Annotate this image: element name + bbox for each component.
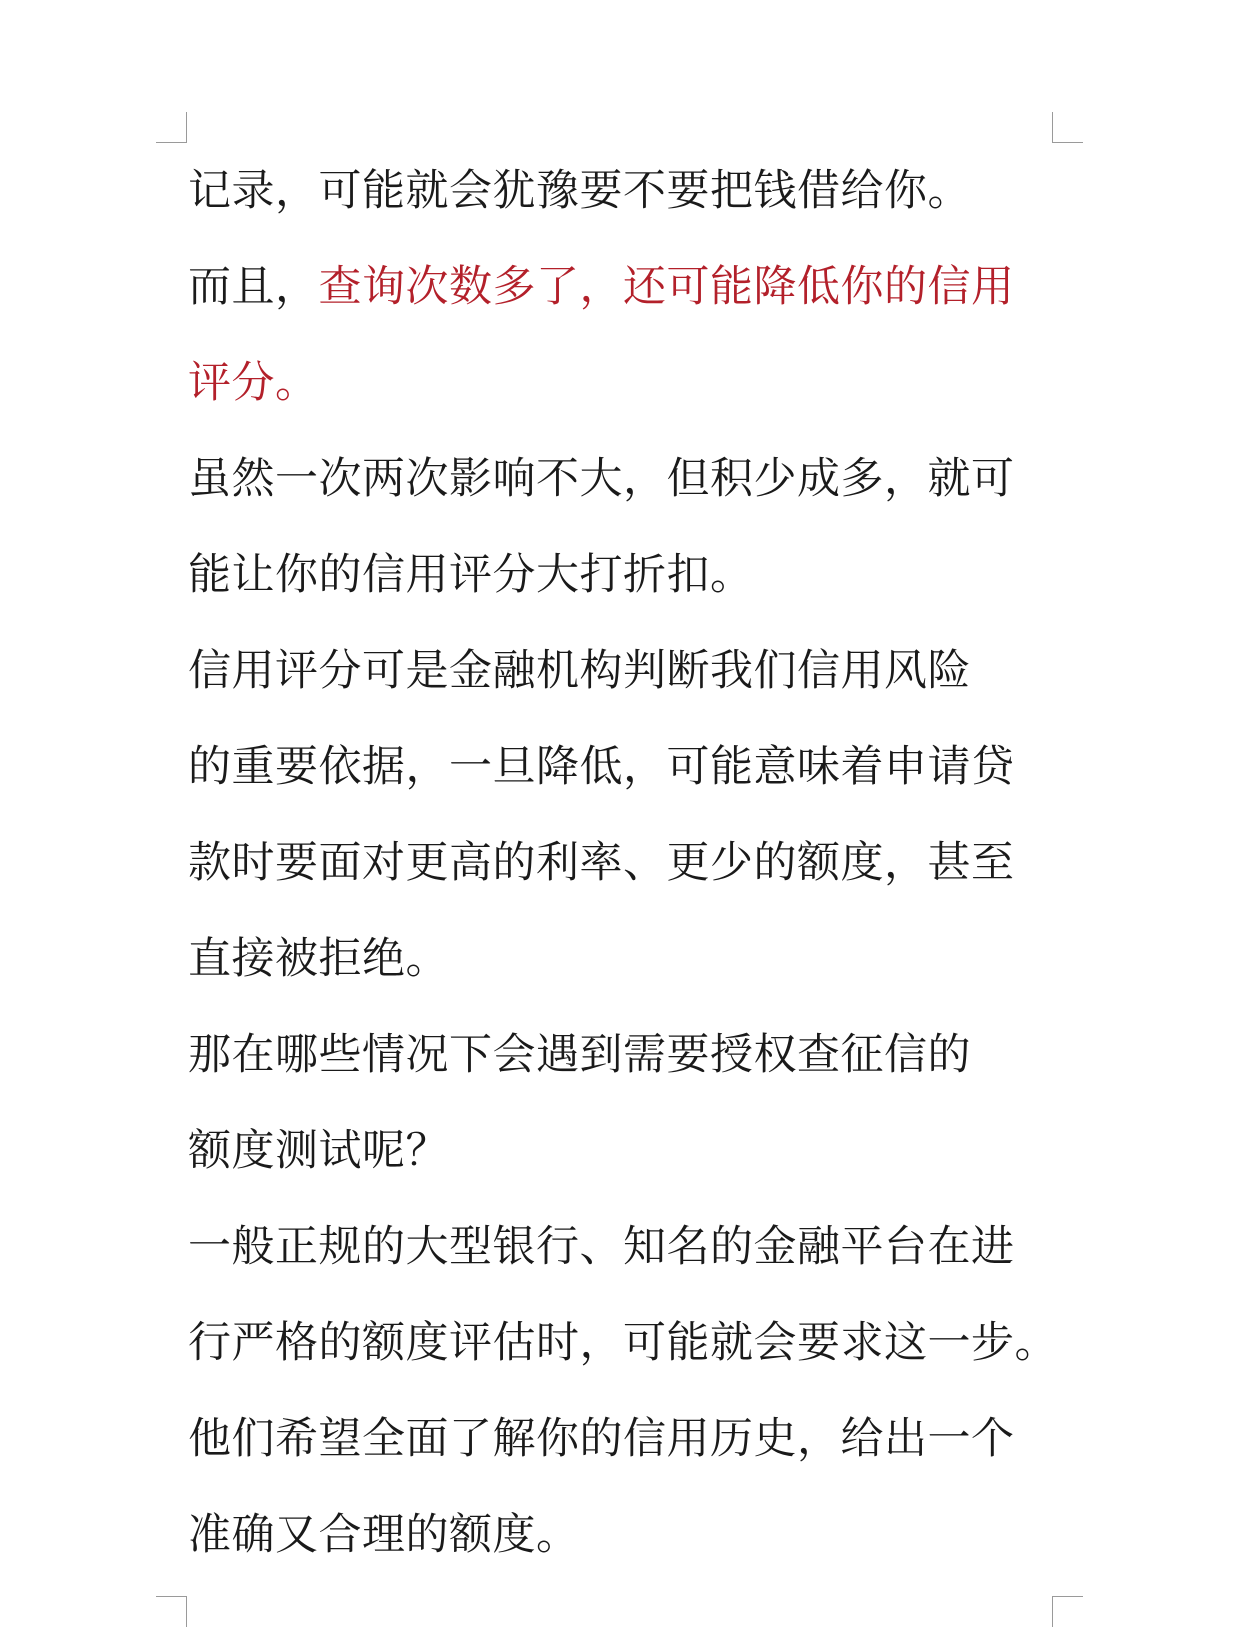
body-text: 那在哪些情况下会遇到需要授权查征信的	[188, 1030, 971, 1080]
text-line	[188, 1216, 1088, 1312]
margin-mark-bottom-left	[156, 1596, 187, 1627]
body-text: 一般正规的大型银行、知名的金融平台在进	[188, 1222, 1015, 1272]
text-line	[188, 448, 1088, 544]
body-text: 行严格的额度评估时，可能就会要求这一步。	[188, 1318, 1058, 1368]
highlighted-text: 查询次数多了，还可能降低你的信用	[318, 262, 1015, 312]
text-line	[188, 544, 1088, 640]
text-line	[188, 832, 1088, 928]
text-line	[188, 928, 1088, 1024]
text-line	[188, 1408, 1088, 1504]
document-body	[188, 160, 1088, 1600]
text-line	[188, 1024, 1088, 1120]
body-text: 款时要面对更高的利率、更少的额度，甚至	[188, 838, 1015, 888]
text-line	[188, 1312, 1088, 1408]
text-line	[188, 256, 1088, 352]
text-line	[188, 640, 1088, 736]
body-text: 而且，	[188, 262, 319, 312]
highlighted-text: 评分。	[188, 358, 319, 408]
margin-mark-top-left	[156, 112, 187, 143]
body-text: 记录，可能就会犹豫要不要把钱借给你。	[188, 166, 971, 216]
body-text: 的重要依据，一旦降低，可能意味着申请贷	[188, 742, 1015, 792]
body-text: 额度测试呢？	[188, 1126, 449, 1176]
body-text: 他们希望全面了解你的信用历史，给出一个	[188, 1414, 1015, 1464]
body-text: 准确又合理的额度。	[188, 1510, 580, 1560]
body-text: 信用评分可是金融机构判断我们信用风险	[188, 646, 971, 696]
body-text: 虽然一次两次影响不大，但积少成多，就可	[188, 454, 1015, 504]
text-line	[188, 160, 1088, 256]
body-text: 能让你的信用评分大打折扣。	[188, 550, 754, 600]
text-line	[188, 352, 1088, 448]
margin-mark-bottom-right	[1052, 1596, 1083, 1627]
text-line	[188, 736, 1088, 832]
body-text: 直接被拒绝。	[188, 934, 449, 984]
text-line	[188, 1504, 1088, 1600]
margin-mark-top-right	[1052, 112, 1083, 143]
text-line	[188, 1120, 1088, 1216]
